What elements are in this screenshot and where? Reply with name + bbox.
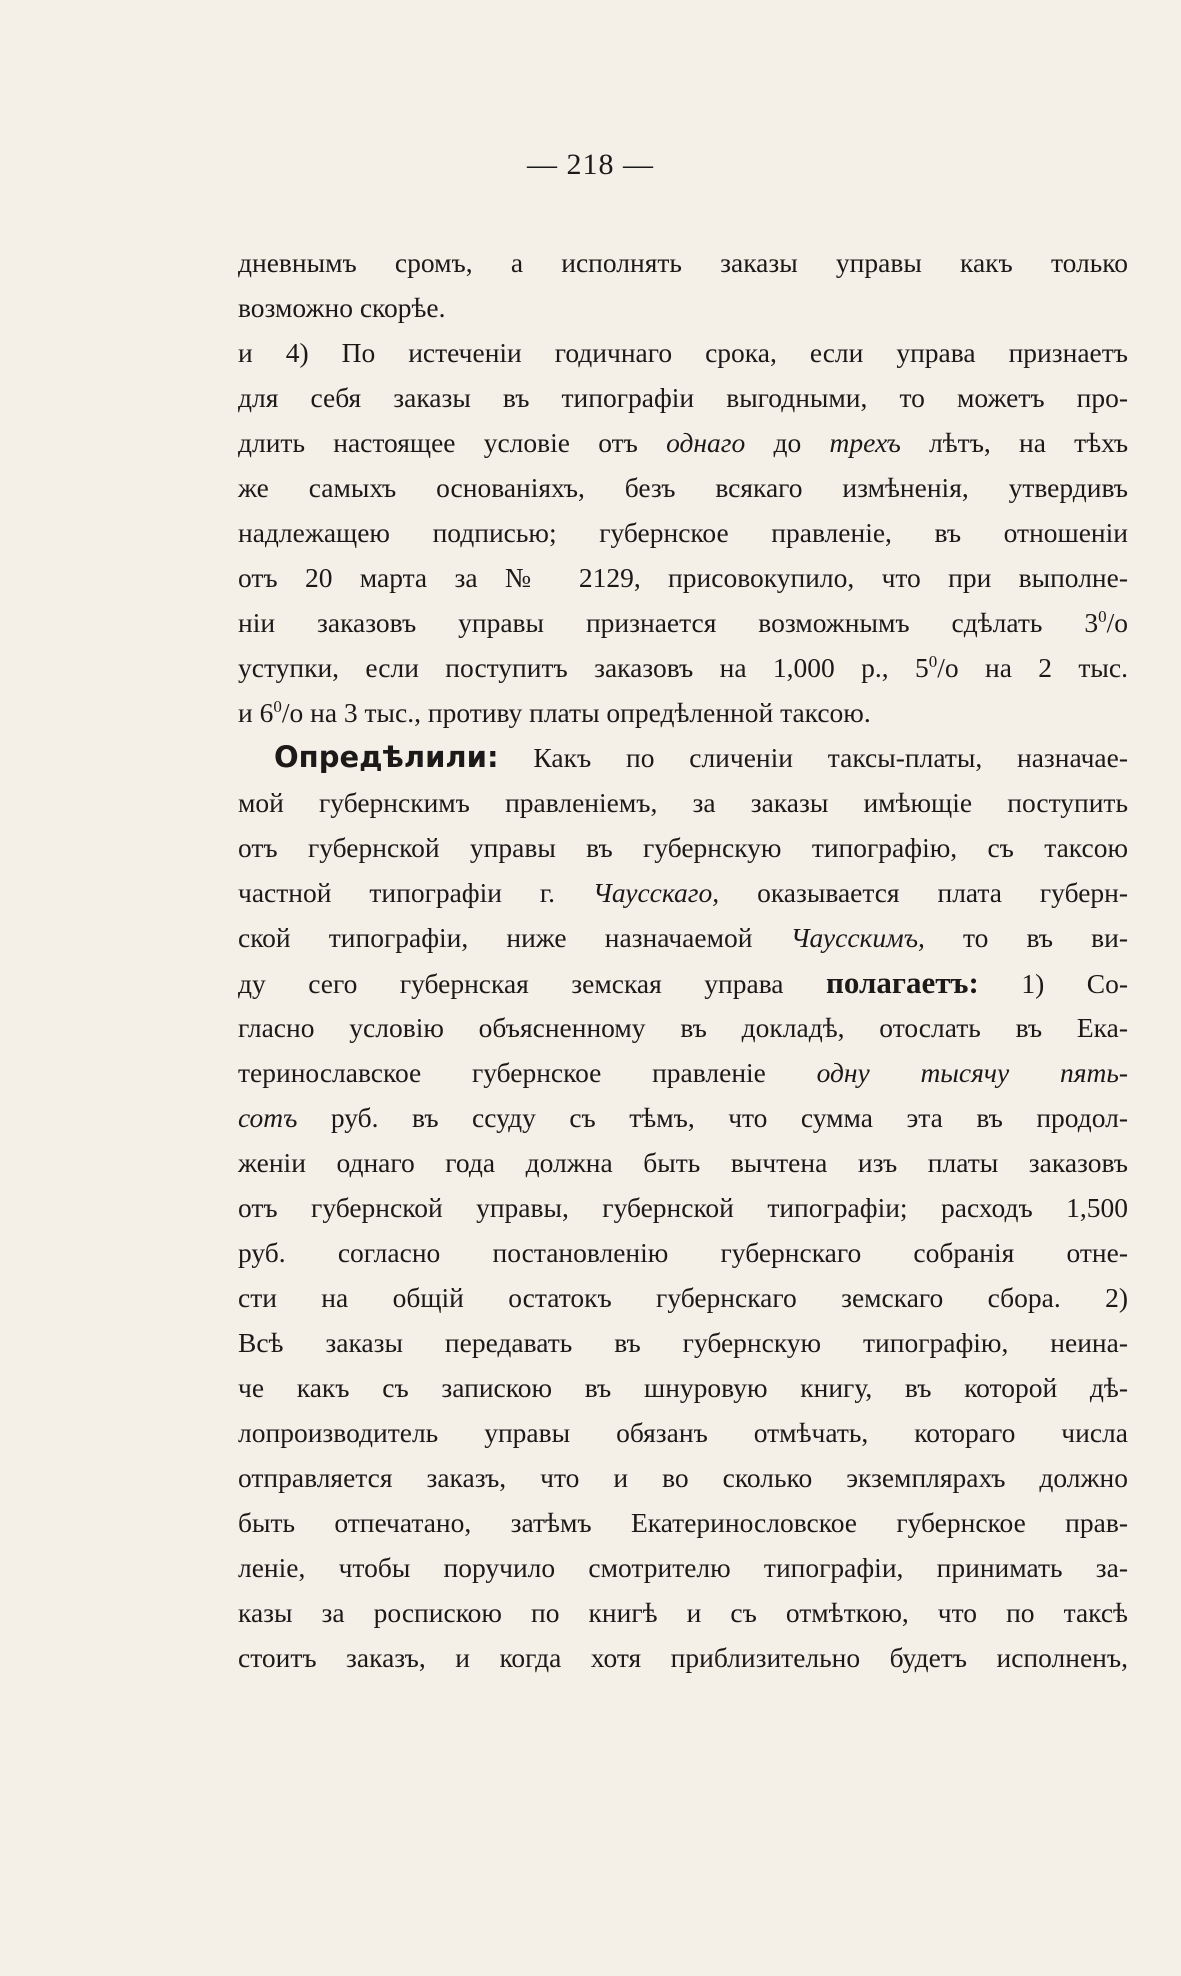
text-line: мой губернскимъ правленіемъ, за заказы имѣющіе поступить: [238, 787, 1128, 818]
text-fragment: до: [773, 427, 802, 458]
text-line: лопроизводитель управы обязанъ отмѣчать, котораго числа: [238, 1417, 1128, 1448]
text-line: [238, 1050, 1128, 1095]
percent-superscript: 0: [928, 652, 938, 671]
text-line: же самыхъ основаніяхъ, безъ всякаго измѣненія, утвердивъ: [238, 472, 1128, 503]
percent-superscript: 0: [273, 697, 282, 716]
text-fragment: ніи заказовъ управы признается возможнымъ сдѣлать 3: [238, 607, 1099, 638]
text-line: возможно скорѣе.: [238, 292, 446, 323]
text-line: леніе, чтобы поручило смотрителю типографіи, принимать за-: [238, 1552, 1128, 1583]
text-line: отъ 20 марта за № 2129, присовокупило, что при выполне-: [238, 562, 1128, 593]
text-line: [238, 690, 1128, 735]
text-line: казы за роспискою по книгѣ и съ отмѣткою, что по таксѣ: [238, 1597, 1128, 1628]
text-line: [238, 735, 1128, 780]
italic-fragment: сотъ: [238, 1102, 298, 1133]
italic-fragment: Чаусскаго,: [592, 877, 720, 908]
text-line: [238, 420, 1128, 465]
text-line: стоитъ заказъ, и когда хотя приблизительно будетъ исполненъ,: [238, 1642, 1128, 1673]
text-fragment: и 6: [238, 697, 274, 728]
text-line: отправляется заказъ, что и во сколько экземплярахъ должно: [238, 1462, 1128, 1493]
text-line: [238, 645, 1128, 690]
text-line: быть отпечатано, затѣмъ Екатеринословское губернское прав-: [238, 1507, 1128, 1538]
text-fragment: 1) Со-: [1021, 968, 1128, 999]
text-fragment: ской типографіи, ниже назначаемой: [238, 922, 753, 953]
text-line: надлежащею подписью; губернское правленіе, въ отношеніи: [238, 517, 1128, 548]
text-line: [238, 870, 1128, 915]
text-fragment: /o на 2 тыс.: [937, 652, 1128, 683]
text-line: Всѣ заказы передавать въ губернскую типографію, неина-: [238, 1327, 1128, 1358]
text-line: [238, 960, 1128, 1005]
bold-fragment: полагаетъ:: [826, 965, 979, 1000]
resolution-heading: Опредѣлили:: [274, 740, 499, 774]
text-fragment: то въ ви-: [962, 922, 1129, 953]
text-line: руб. согласно постановленію губернскаго собранія отне-: [238, 1237, 1128, 1268]
text-line: [238, 1095, 1128, 1140]
text-line: женіи однаго года должна быть вычтена изъ платы заказовъ: [238, 1147, 1128, 1178]
text-line: дневнымъ сромъ, а исполнять заказы управы какъ только: [238, 247, 1128, 278]
body-text: [238, 240, 1128, 1680]
text-line: [238, 600, 1128, 645]
text-line: гласно условію объясненному въ докладѣ, отослать въ Ека-: [238, 1012, 1128, 1043]
text-line: отъ губернской управы въ губернскую типографію, съ таксою: [238, 832, 1128, 863]
text-line: и 4) По истеченіи годичнаго срока, если управа признаетъ: [238, 337, 1128, 368]
italic-fragment: трехъ: [829, 427, 901, 458]
text-fragment: теринославское губернское правленіе: [238, 1057, 766, 1088]
text-fragment: ду сего губернская земская управа: [238, 968, 784, 999]
text-fragment: /o на 3 тыс., противу платы опредѣленной таксою.: [281, 697, 871, 728]
text-fragment: руб. въ ссуду съ тѣмъ, что сумма эта въ продол-: [330, 1102, 1129, 1133]
text-fragment: уступки, если поступитъ заказовъ на 1,000 р., 5: [238, 652, 929, 683]
italic-fragment: однаго: [666, 427, 746, 458]
text-fragment: /o: [1106, 607, 1128, 638]
text-fragment: оказывается плата губерн-: [757, 877, 1129, 908]
text-fragment: длить настоящее условіе отъ: [238, 427, 638, 458]
italic-fragment: Чаусскимъ,: [790, 922, 925, 953]
text-line: для себя заказы въ типографіи выгодными, то можетъ про-: [238, 382, 1128, 413]
text-line: сти на общій остатокъ губернскаго земскаго сбора. 2): [238, 1282, 1128, 1313]
text-line: отъ губернской управы, губернской типографіи; расходъ 1,500: [238, 1192, 1128, 1223]
text-line: [238, 915, 1128, 960]
text-line: че какъ съ запискою въ шнуровую книгу, въ которой дѣ-: [238, 1372, 1128, 1403]
text-fragment: Какъ по сличеніи таксы-платы, назначае-: [498, 742, 1128, 773]
text-fragment: частной типографіи г.: [238, 877, 555, 908]
italic-fragment: одну тысячу пять-: [816, 1057, 1129, 1088]
text-fragment: лѣтъ, на тѣхъ: [929, 427, 1129, 458]
percent-superscript: 0: [1098, 607, 1107, 626]
page-number: — 218 —: [527, 148, 654, 181]
